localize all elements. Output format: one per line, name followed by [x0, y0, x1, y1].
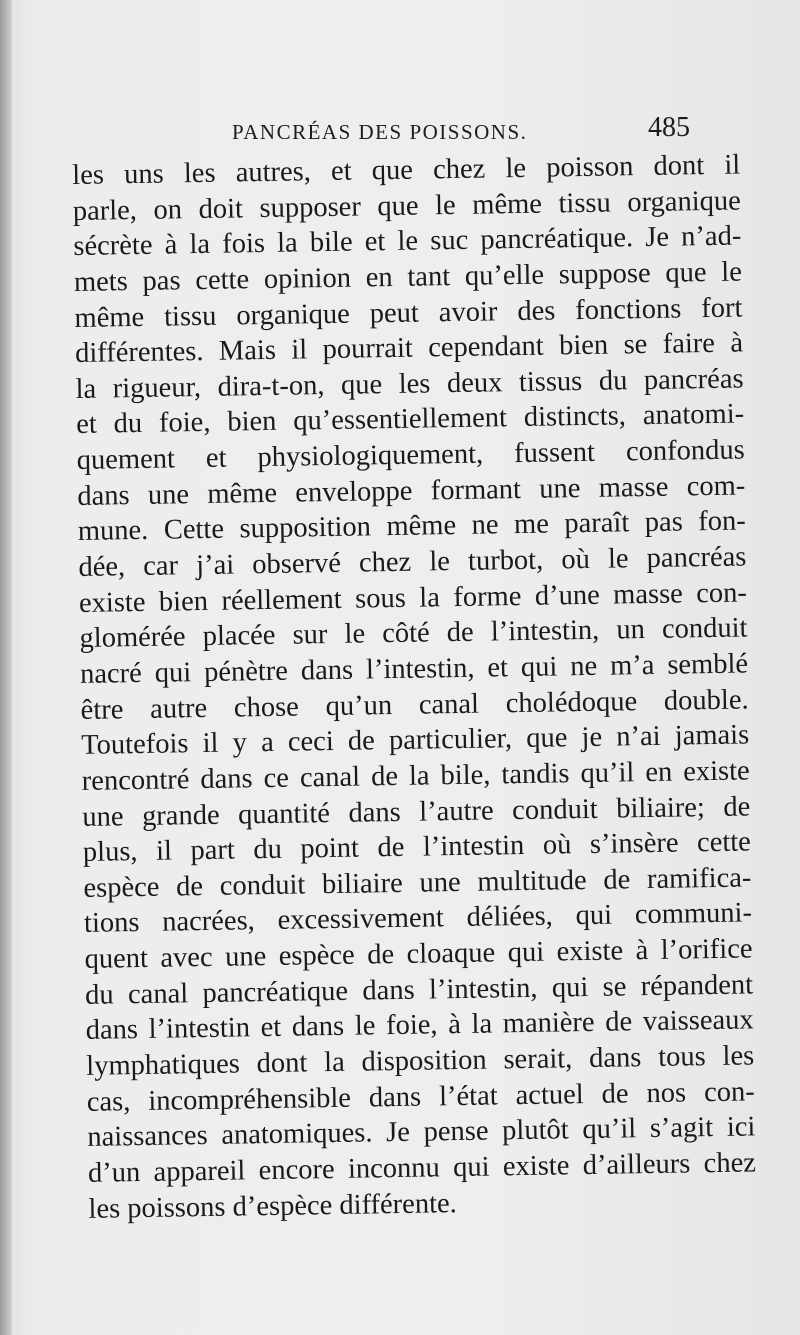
text-line: cas, incompréhensible dans l’état actuel de nos con-	[86, 1076, 755, 1118]
text-line: parle, on doit supposer que le même tissu organique	[72, 185, 741, 227]
text-line: les poissons d’espèce différente.	[88, 1187, 457, 1225]
body-text	[72, 148, 757, 1228]
text-line: espèce de conduit biliaire une multitude de ramifica-	[83, 862, 752, 904]
text-line: glomérée placée sur le côté de l’intestin, un conduit	[79, 612, 748, 655]
text-line: et du foie, bien qu’essentiellement distincts, anatomi-	[75, 398, 745, 441]
text-line: dans une même enveloppe formant une masse com-	[77, 470, 746, 512]
text-line: quent avec une espèce de cloaque qui existe à l’orifice	[84, 933, 753, 975]
text-line: différentes. Mais il pourrait cependant bien se faire à	[74, 327, 744, 370]
text-line: les uns les autres, et que chez le poisson dont il	[72, 149, 741, 191]
text-line: Toutefois il y a ceci de particulier, que je n’ai jamais	[80, 719, 750, 762]
text-line: existe bien réellement sous la forme d’une masse con-	[78, 577, 748, 619]
text-line: naissances anatomiques. Je pense plutôt qu’il s’agit ici	[87, 1111, 756, 1154]
text-line: sécrète à la fois la bile et le suc pancréatique. Je n’ad-	[73, 220, 742, 263]
text-line: dée, car j’ai observé chez le turbot, où le pancréas	[78, 541, 747, 583]
text-line: nacré qui pénètre dans l’intestin, et qui ne m’a semblé	[79, 648, 749, 690]
text-line: dans l’intestin et dans le foie, à la manière de vaisseaux	[85, 1004, 754, 1047]
text-line: mets pas cette opinion en tant qu’elle suppose que le	[73, 256, 743, 298]
text-line: une grande quantité dans l’autre conduit biliaire; de	[82, 790, 751, 833]
text-line: être autre chose qu’un canal cholédoque double.	[80, 684, 749, 726]
page-number: 485	[648, 112, 690, 143]
text-line: rencontré dans ce canal de la bile, tandis qu’il en existe	[81, 755, 750, 797]
text-line: quement et physiologiquement, fussent confondus	[76, 434, 745, 477]
text-line: tions nacrées, excessivement déliées, qui communi-	[83, 897, 753, 940]
text-line: la rigueur, dira-t-on, que les deux tissus du pancréas	[75, 363, 744, 405]
running-head	[0, 112, 800, 152]
text-line: même tissu organique peut avoir des fonctions fort	[74, 292, 743, 334]
text-line: lymphatiques dont la disposition serait, dans tous les	[86, 1040, 755, 1082]
text-line: mune. Cette supposition même ne me paraît pas fon-	[77, 505, 747, 548]
text-line: plus, il part du point de l’intestin où s’insère cette	[82, 826, 752, 869]
running-title: PANCRÉAS DES POISSONS.	[232, 120, 528, 144]
text-line: d’un appareil encore inconnu qui existe d’ailleurs chez	[87, 1147, 757, 1189]
text-line: du canal pancréatique dans l’intestin, qui se répandent	[84, 969, 754, 1011]
